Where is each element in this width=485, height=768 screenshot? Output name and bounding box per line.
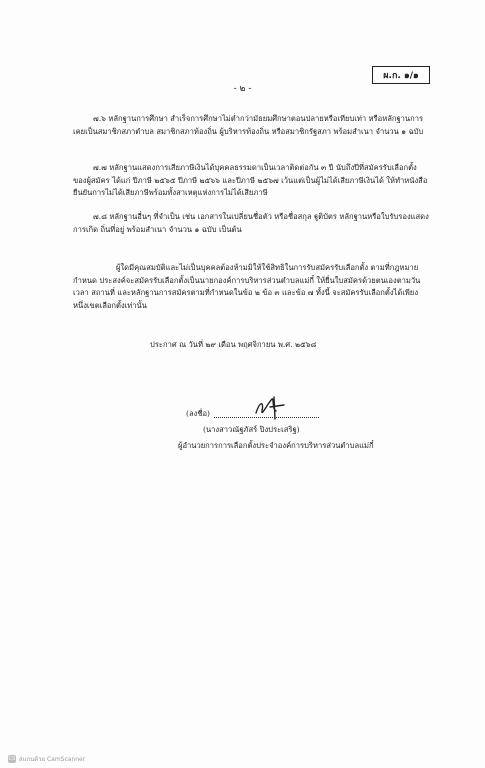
paragraph-eligibility: ผู้ใดมีคุณสมบัติและไม่เป็นบุคคลต้องห้ามมิให้ใช้สิทธิในการรับสมัครรับเลือกตั้ง ตามที่กฎหมายกำหนด ประสงค์จะสมัครรับเลือกตั้งเป็นนายกองค์การบริหารส่วนตำบลแม่กี๋ ให้ยื่นใบสมัครด้วยตนเองตามวันเวลา สถานที่ และหลักฐานการสมัครตามที่กำหนดในข้อ ๒ ข้อ ๓ และข้อ ๗ ทั้งนี้ จะสมัครรับเลือกตั้งได้เพียงหนึ่งเขตเลือกตั้งเท่านั้น xyxy=(73,263,421,310)
form-code-box: ผ.ก. ๑/๑ xyxy=(372,66,430,84)
announcement-date: ประกาศ ณ วันที่ ๒๙ เดือน พฤศจิกายน พ.ศ. ๒๕๖๘ xyxy=(150,340,317,349)
paragraph-7-6: ๗.๖ หลักฐานการศึกษา สำเร็จการศึกษาไม่ต่ำกว่ามัธยมศึกษาตอนปลายหรือเทียบเท่า หรือหลักฐานการเคยเป็นสมาชิกสภาตำบล สมาชิกสภาท้องถิ่น ผู้บริหารท้องถิ่น หรือสมาชิกรัฐสภา พร้อมสำเนา จำนวน ๑ ฉบับ xyxy=(73,114,424,136)
handwritten-signature xyxy=(250,393,290,421)
signer-title: ผู้อำนวยการการเลือกตั้งประจำองค์การบริหารส่วนตำบลแม่กี๋ xyxy=(178,441,374,450)
paragraph-7-8: ๗.๘ หลักฐานอื่นๆ ที่จำเป็น เช่น เอกสารในเปลี่ยนชื่อตัว หรือชื่อสกุล ฐูติบัตร หลักฐานหรือใบรับรองแสดงการเกิด ถิ่นที่อยู่ พร้อมสำเนา จำนวน ๑ ฉบับ เป็นต้น xyxy=(73,212,429,234)
scanner-watermark xyxy=(8,754,85,764)
page-number: - ๒ - xyxy=(233,84,252,94)
scanner-text: สแกนด้วย CamScanner xyxy=(19,756,86,763)
paragraph-7-7: ๗.๗ หลักฐานแสดงการเสียภาษีเงินได้บุคคลธรรมดาเป็นเวลาติดต่อกัน ๓ ปี นับถึงปีที่สมัครรับเลือกตั้งของผู้สมัคร ได้แก่ ปีภาษี ๒๕๖๕ ปีภาษี ๒๕๖๖ และปีภาษี ๒๕๖๗ เว้นแต่เป็นผู้ไม่ได้เสียภาษีเงินได้ ให้ทำหนังสือยืนยันการไม่ได้เสียภาษีพร้อมทั้งสาเหตุแห่งการไม่ได้เสียภาษี xyxy=(73,163,428,197)
signature-label: (ลงชื่อ) xyxy=(186,409,211,418)
signer-name: (นางสาวณัฐภัสร์ ปิงประเสริฐ) xyxy=(203,425,300,434)
camscanner-icon: CS xyxy=(8,756,16,762)
